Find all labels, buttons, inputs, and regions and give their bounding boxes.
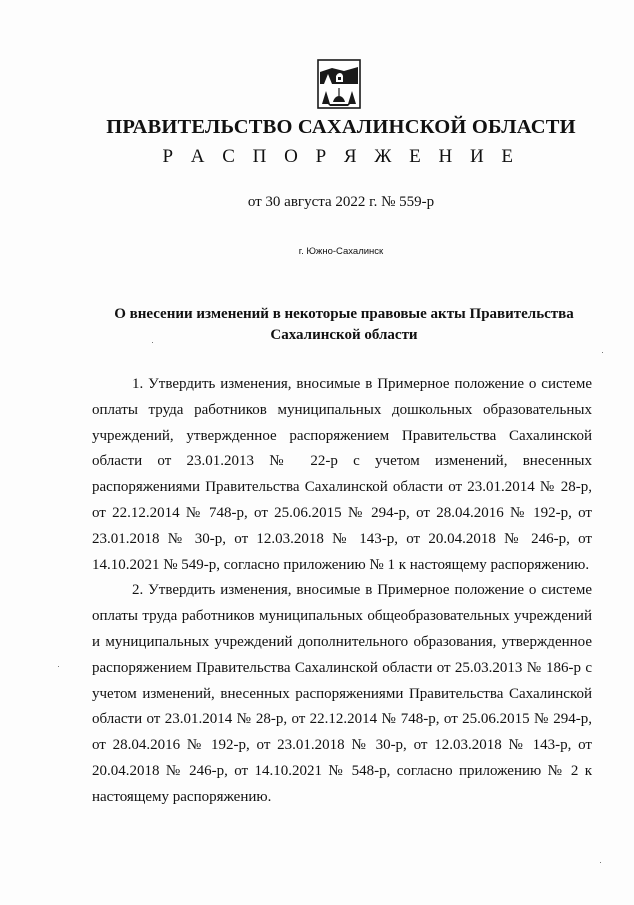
coat-of-arms-icon — [316, 58, 362, 110]
paragraph-1: 1. Утвердить изменения, вносимые в Примерное положение о системе оплаты труда работников муниципальных дошкольных образовательных учреждений, утвержденное распоряжением Правительства Сахалинской области от 23.01.2013 № 22-р с учетом изменений, внесенных распоряжениями Правительства Сахалинской области от 23.01.2014 № 28-р, от 22.12.2014 № 748-р, от 25.06.2015 № 294-р, от 28.04.2016 № 192-р, от 23.01.2018 № 30-р, от 12.03.2018 № 143-р, от 20.04.2018 № 246-р, от 14.10.2021 № 549-р, согласно приложению № 1 к настоящему распоряжению. — [92, 376, 592, 573]
government-title: ПРАВИТЕЛЬСТВО САХАЛИНСКОЙ ОБЛАСТИ — [106, 116, 576, 138]
document-date-number: от 30 августа 2022 г. № 559-р — [247, 194, 435, 210]
subject-line-2: Сахалинской области — [270, 327, 418, 343]
document-type-heading: Р А С П О Р Я Ж Е Н И Е — [162, 146, 520, 167]
scan-speck — [602, 352, 603, 353]
document-subject — [104, 304, 584, 346]
scan-speck — [600, 862, 601, 863]
scan-speck — [58, 666, 59, 667]
scan-speck — [152, 342, 153, 343]
subject-line-1: О внесении изменений в некоторые правовые акты Правительства — [114, 306, 574, 322]
document-city: г. Южно-Сахалинск — [298, 246, 384, 257]
document-body — [92, 372, 592, 811]
paragraph-2: 2. Утвердить изменения, вносимые в Примерное положение о системе оплаты труда работников муниципальных общеобразовательных учреждений и муниципальных учреждений дополнительного образования, утвержденное распоряжением Правительства Сахалинской области от 25.03.2013 № 186-р с учетом изменений, внесенных распоряжениями Правительства Сахалинской области от 23.01.2014 № 28-р, от 22.12.2014 № 748-р, от 25.06.2015 № 294-р, от 28.04.2016 № 192-р, от 23.01.2018 № 30-р, от 12.03.2018 № 143-р, от 20.04.2018 № 246-р, от 14.10.2021 № 548-р, согласно приложению № 2 к настоящему распоряжению. — [92, 582, 592, 805]
